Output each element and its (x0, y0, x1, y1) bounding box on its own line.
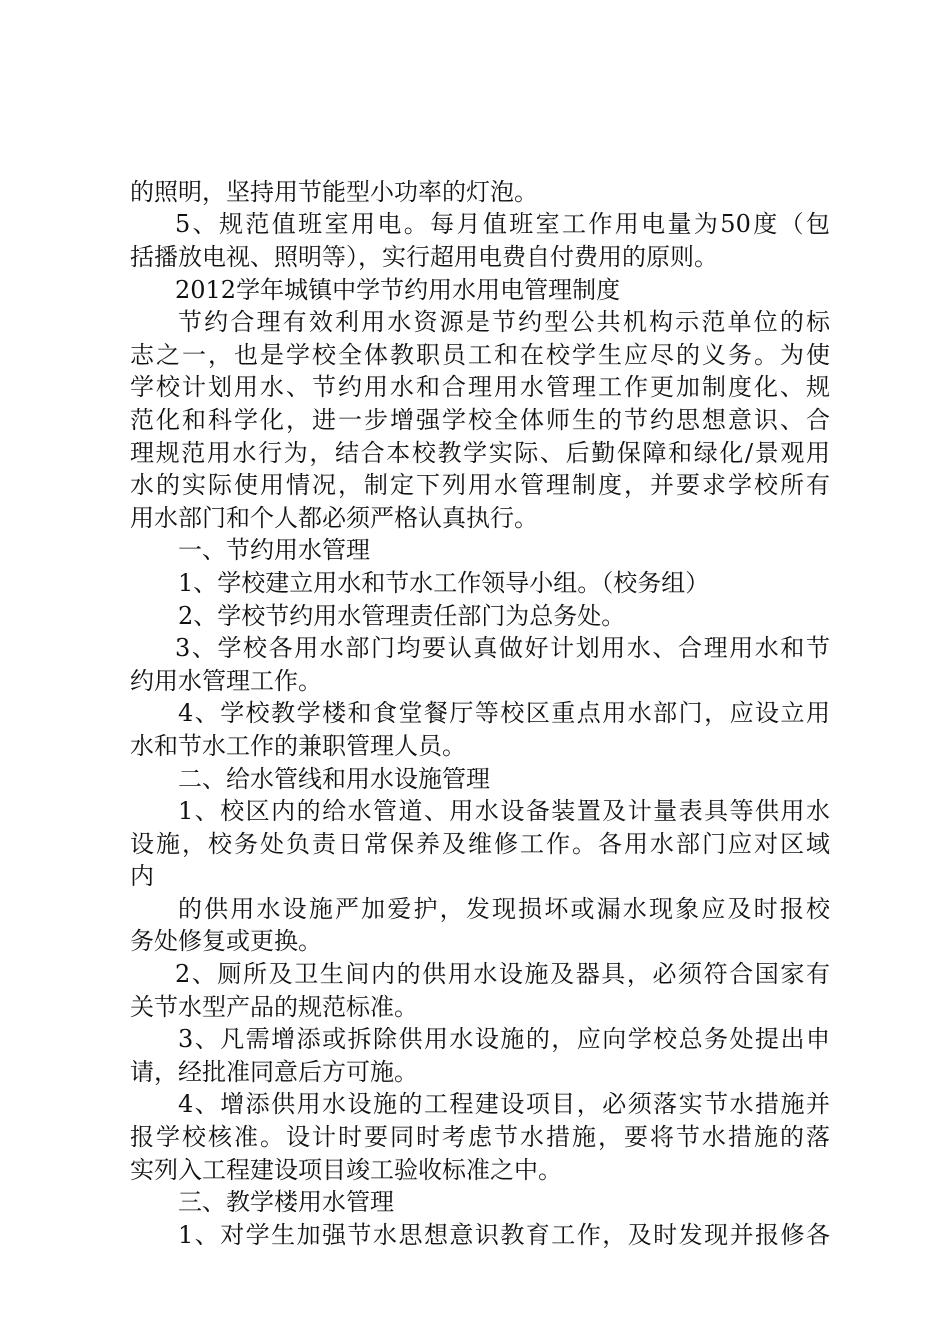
heading: 一、节约用水管理 (178, 536, 370, 564)
text-line: 的供用水设施严加爱护，发现损坏或漏水现象应及时报校 (178, 895, 830, 923)
text-line: 报学校核准。设计时要同时考虑节水措施，要将节水措施的落 (130, 1123, 830, 1151)
text-line: 2、学校节约用水管理责任部门为总务处。 (178, 602, 626, 630)
text-line: 3、学校各用水部门均要认真做好计划用水、合理用水和节 (175, 634, 830, 662)
text-line: 3、凡需增添或拆除供用水设施的，应向学校总务处提出申 (178, 1025, 830, 1053)
text-line: 括播放电视、照明等），实行超用电费自付费用的原则。 (130, 243, 718, 271)
heading: 二、给水管线和用水设施管理 (178, 765, 490, 793)
heading: 三、教学楼用水管理 (178, 1188, 394, 1216)
text-line: 设施，校务处负责日常保养及维修工作。各用水部门应对区域 (130, 830, 830, 858)
text-line: 实列入工程建设项目竣工验收标准之中。 (130, 1156, 562, 1184)
text-line: 4、学校教学楼和食堂餐厅等校区重点用水部门，应设立用 (178, 699, 830, 727)
text-line: 请，经批准同意后方可施。 (130, 1058, 418, 1086)
text-line: 2、厕所及卫生间内的供用水设施及器具，必须符合国家有 (175, 960, 830, 988)
text-line: 水和节水工作的兼职管理人员。 (130, 732, 466, 760)
text-line: 范化和科学化，进一步增强学校全体师生的节约思想意识、合 (130, 406, 830, 434)
section-title: 2012学年城镇中学节约用水用电管理制度 (175, 276, 621, 304)
text-line: 关节水型产品的规范标准。 (130, 993, 418, 1021)
text-line: 志之一，也是学校全体教职员工和在校学生应尽的义务。为使 (130, 341, 830, 369)
text-line: 用水部门和个人都必须严格认真执行。 (130, 504, 538, 532)
text-line: 理规范用水行为，结合本校教学实际、后勤保障和绿化/景观用 (130, 439, 830, 467)
text-line: 4、增添供用水设施的工程建设项目，必须落实节水措施并 (178, 1090, 830, 1118)
text-line: 1、对学生加强节水思想意识教育工作，及时发现并报修各 (178, 1221, 830, 1249)
text-line: 内 (130, 862, 154, 890)
text-line: 1、学校建立用水和节水工作领导小组。（校务组） (178, 569, 710, 597)
text-line: 的照明，坚持用节能型小功率的灯泡。 (130, 178, 538, 206)
text-line: 1、校区内的给水管道、用水设备装置及计量表具等供用水 (178, 797, 830, 825)
text-line: 5、规范值班室用电。每月值班室工作用电量为50度（包 (175, 210, 830, 238)
text-line: 学校计划用水、节约用水和合理用水管理工作更加制度化、规 (130, 373, 830, 401)
text-line: 务处修复或更换。 (130, 927, 322, 955)
text-line: 水的实际使用情况，制定下列用水管理制度，并要求学校所有 (130, 471, 830, 499)
text-line: 约用水管理工作。 (130, 667, 322, 695)
text-line: 节约合理有效利用水资源是节约型公共机构示范单位的标 (178, 308, 830, 336)
